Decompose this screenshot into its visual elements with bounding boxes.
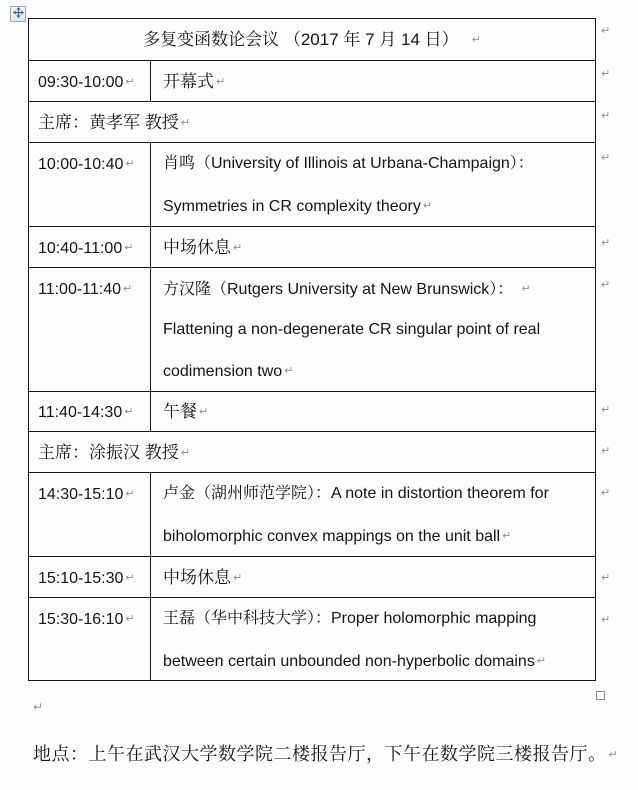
paragraph-mark-icon: ↵ xyxy=(125,487,135,500)
speaker-affiliation: 肖鸣（University of Illinois at Urbana-Champaign）： xyxy=(163,155,534,172)
paragraph-mark-icon: ↵ xyxy=(125,75,135,88)
chair-cell[interactable] xyxy=(29,102,595,142)
event-cell[interactable] xyxy=(151,557,595,597)
event-cell[interactable] xyxy=(151,61,595,101)
speaker-talk-line: 王磊（华中科技大学）：Proper holomorphic mapping xyxy=(163,610,537,627)
table-row-talk-4 xyxy=(29,598,595,680)
time-range: 09:30-10:00 xyxy=(38,74,124,91)
table-row-lunch xyxy=(29,392,595,432)
time-range: 15:10-15:30 xyxy=(38,570,124,587)
event-cell[interactable] xyxy=(151,598,595,680)
paragraph-mark-icon: ↵ xyxy=(124,405,134,418)
time-cell[interactable] xyxy=(29,473,151,556)
paragraph-mark-icon: ↵ xyxy=(233,571,243,584)
paragraph-mark-icon: ↵ xyxy=(125,612,135,625)
time-range: 15:30-16:10 xyxy=(38,611,124,628)
chair-text: 主席：涂振汉 教授 xyxy=(38,443,179,462)
event-text: 开幕式 xyxy=(163,72,214,91)
event-cell[interactable] xyxy=(151,227,595,267)
time-range: 11:00-11:40 xyxy=(38,281,122,298)
chair-cell[interactable] xyxy=(29,432,595,472)
talk-title-continued: biholomorphic convex mappings on the unit ball xyxy=(163,528,501,545)
time-cell[interactable] xyxy=(29,61,151,101)
time-cell[interactable] xyxy=(29,557,151,597)
conference-title-cell[interactable] xyxy=(29,19,595,60)
time-cell[interactable] xyxy=(29,268,151,391)
time-range: 14:30-15:10 xyxy=(38,486,124,503)
table-resize-handle[interactable] xyxy=(596,691,605,700)
paragraph-mark-icon: ↵ xyxy=(125,571,135,584)
location-text: 地点：上午在武汉大学数学院二楼报告厅，下午在数学院三楼报告厅。 xyxy=(33,744,607,764)
row-end-mark-icon: ↵ xyxy=(601,613,611,626)
table-row-talk-2 xyxy=(29,268,595,392)
event-cell[interactable] xyxy=(151,473,595,556)
paragraph-mark-icon: ↵ xyxy=(123,282,133,295)
row-end-mark-icon: ↵ xyxy=(601,571,611,584)
talk-title-continued: between certain unbounded non-hyperbolic domains xyxy=(163,653,535,670)
paragraph-mark-icon: ↵ xyxy=(521,282,531,295)
paragraph-mark-icon: ↵ xyxy=(216,75,226,88)
paragraph-mark-icon: ↵ xyxy=(124,241,134,254)
paragraph-mark-icon: ↵ xyxy=(33,700,44,714)
table-row-chair-1 xyxy=(29,102,595,143)
paragraph-mark-icon: ↵ xyxy=(502,529,512,542)
paragraph-mark-icon: ↵ xyxy=(199,405,209,418)
time-range: 10:00-10:40 xyxy=(38,156,124,173)
talk-title-continued: codimension two xyxy=(163,363,283,380)
paragraph-mark-icon: ↵ xyxy=(422,199,433,212)
row-end-mark-icon: ↵ xyxy=(601,67,611,80)
row-end-mark-icon: ↵ xyxy=(601,486,611,499)
row-end-mark-icon: ↵ xyxy=(601,444,611,457)
event-cell[interactable] xyxy=(151,392,595,431)
row-end-mark-icon: ↵ xyxy=(601,236,611,249)
speaker-affiliation: 方汉隆（Rutgers University at New Brunswick）： xyxy=(163,281,514,298)
event-text: 中场休息 xyxy=(163,568,231,587)
schedule-table xyxy=(28,18,611,681)
time-cell[interactable] xyxy=(29,392,151,431)
row-end-mark-icon: ↵ xyxy=(601,403,611,416)
row-end-mark-icon: ↵ xyxy=(601,278,611,291)
conference-title: 多复变函数论会议 （2017 年 7 月 14 日） xyxy=(143,30,459,49)
talk-title: Symmetries in CR complexity theory xyxy=(163,198,421,215)
empty-paragraph xyxy=(33,700,43,718)
table-row-opening xyxy=(29,61,595,102)
table-row-talk-3 xyxy=(29,473,595,557)
paragraph-mark-icon: ↵ xyxy=(536,654,547,667)
row-end-mark-icon: ↵ xyxy=(601,151,611,164)
paragraph-mark-icon: ↵ xyxy=(125,157,135,170)
paragraph-mark-icon: ↵ xyxy=(180,116,190,129)
paragraph-mark-icon: ↵ xyxy=(233,241,243,254)
chair-text: 主席：黄孝军 教授 xyxy=(38,113,179,132)
paragraph-mark-icon: ↵ xyxy=(471,33,481,46)
speaker-talk-line: 卢金（湖州师范学院）：A note in distortion theorem for xyxy=(163,485,549,502)
table-row-title xyxy=(29,19,595,61)
event-text: 中场休息 xyxy=(163,238,231,257)
paragraph-mark-icon: ↵ xyxy=(284,364,294,377)
row-end-mark-icon: ↵ xyxy=(601,24,611,37)
move-arrows-icon xyxy=(13,5,24,23)
location-note[interactable] xyxy=(33,740,618,766)
table-row-break-2 xyxy=(29,557,595,598)
table-row-talk-1 xyxy=(29,143,595,227)
talk-title: Flattening a non-degenerate CR singular point of real xyxy=(163,321,541,338)
event-cell[interactable] xyxy=(151,268,595,391)
event-text: 午餐 xyxy=(163,402,197,421)
time-cell[interactable] xyxy=(29,143,151,226)
row-end-mark-icon: ↵ xyxy=(601,109,611,122)
table-row-break-1 xyxy=(29,227,595,268)
time-cell[interactable] xyxy=(29,227,151,267)
paragraph-mark-icon: ↵ xyxy=(180,446,190,459)
event-cell[interactable] xyxy=(151,143,595,226)
time-range: 11:40-14:30 xyxy=(38,404,123,421)
paragraph-mark-icon: ↵ xyxy=(608,748,619,761)
time-range: 10:40-11:00 xyxy=(38,240,123,257)
table-move-handle[interactable] xyxy=(10,6,26,22)
time-cell[interactable] xyxy=(29,598,151,680)
table-row-chair-2 xyxy=(29,432,595,473)
